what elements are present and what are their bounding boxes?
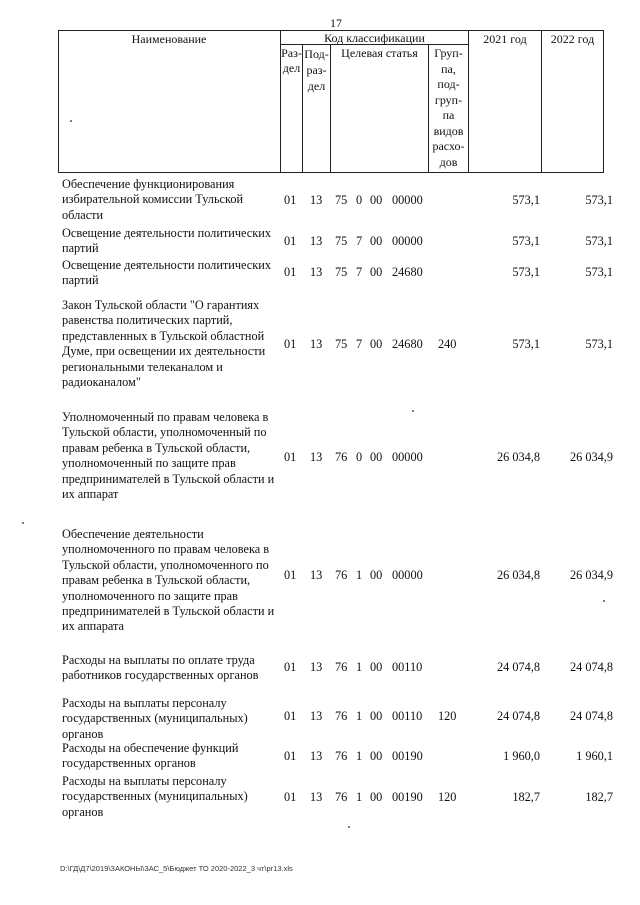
- row-name: Освещение деятельности политических партий: [62, 226, 271, 256]
- row-target-4: 00000: [392, 234, 423, 248]
- row-name: Освещение деятельности политических партий: [62, 258, 271, 288]
- row-razdel: 01: [284, 568, 297, 582]
- row-target-3: 00: [370, 660, 383, 674]
- header-year-2022: 2022 год: [550, 32, 595, 46]
- row-target-1: 76: [335, 450, 348, 464]
- row-value-2021: 182,7: [512, 790, 540, 804]
- row-podrazdel: 13: [310, 660, 323, 674]
- row-expense-group: 120: [438, 709, 457, 723]
- row-target-2: 0: [356, 193, 363, 207]
- row-name: Закон Тульской области "О гарантиях равенства политических партий, представленных в Тульской областной Думе, при освещении их деятельности региональными телеканалом и радиоканалом": [62, 298, 266, 390]
- row-razdel: 01: [284, 709, 297, 723]
- row-target-3: 00: [370, 265, 383, 279]
- row-target-4: 24680: [392, 337, 423, 351]
- row-target-3: 00: [370, 337, 383, 351]
- row-name: Обеспечение деятельности уполномоченного по правам человека в Тульской области, уполномоченного по правам ребенка в Тульской области, уполномоченного по защите прав предпринимателей в Тульской области и их аппарата: [62, 527, 275, 634]
- row-target-2: 1: [356, 709, 363, 723]
- row-target-2: 0: [356, 450, 363, 464]
- row-value-2022: 573,1: [585, 234, 613, 248]
- row-name: Расходы на выплаты персоналу государственных (муниципальных) органов: [62, 774, 248, 819]
- header-expense-group: Груп- па, под- груп- па видов расхо- дов: [432, 46, 465, 169]
- header-year-2021: 2021 год: [483, 32, 527, 46]
- row-razdel: 01: [284, 450, 297, 464]
- row-value-2021: 573,1: [512, 234, 540, 248]
- row-value-2021: 573,1: [512, 337, 540, 351]
- header-code-group: Код классификации: [324, 31, 425, 45]
- row-target-4: 00190: [392, 790, 423, 804]
- file-path-footer: D:\ГД\Д7\2019\ЗАКОНЫ\ЗАС_5\Бюджет ТО 2020-2022_3 чт\pr13.xls: [60, 864, 293, 873]
- scan-speck: [603, 600, 605, 602]
- row-value-2021: 24 074,8: [496, 709, 540, 723]
- header-name: Наименование: [131, 32, 207, 46]
- row-target-2: 1: [356, 790, 363, 804]
- row-target-1: 76: [335, 749, 348, 763]
- row-target-4: 00110: [392, 709, 423, 723]
- row-target-4: 24680: [392, 265, 423, 279]
- row-value-2022: 573,1: [585, 265, 613, 279]
- row-value-2021: 26 034,8: [496, 450, 540, 464]
- scan-speck: [348, 826, 350, 828]
- row-podrazdel: 13: [310, 234, 323, 248]
- row-value-2022: 26 034,9: [569, 568, 613, 582]
- header-subsection: Под- раз- дел: [304, 47, 329, 93]
- row-target-4: 00110: [392, 660, 423, 674]
- row-target-2: 7: [356, 265, 363, 279]
- row-target-2: 1: [356, 749, 363, 763]
- row-value-2022: 26 034,9: [569, 450, 613, 464]
- row-razdel: 01: [284, 790, 297, 804]
- row-target-3: 00: [370, 749, 383, 763]
- row-value-2022: 182,7: [585, 790, 613, 804]
- row-value-2021: 24 074,8: [496, 660, 540, 674]
- row-target-3: 00: [370, 709, 383, 723]
- row-target-1: 76: [335, 568, 348, 582]
- row-value-2022: 573,1: [585, 337, 613, 351]
- scan-speck: [70, 120, 72, 122]
- row-podrazdel: 13: [310, 749, 323, 763]
- row-expense-group: 240: [438, 337, 457, 351]
- row-podrazdel: 13: [310, 709, 323, 723]
- row-target-4: 00000: [392, 193, 423, 207]
- scan-speck: [412, 410, 414, 412]
- row-value-2022: 573,1: [585, 193, 613, 207]
- row-razdel: 01: [284, 337, 297, 351]
- row-razdel: 01: [284, 660, 297, 674]
- row-target-2: 1: [356, 660, 363, 674]
- row-target-2: 7: [356, 337, 363, 351]
- row-target-3: 00: [370, 193, 383, 207]
- row-name: Уполномоченный по правам человека в Тульской области, уполномоченный по правам ребенка в Тульской области, уполномоченный по защите прав предпринимателей в Тульской области и их аппарат: [62, 410, 275, 502]
- row-name: Расходы на обеспечение функций государственных органов: [62, 741, 239, 771]
- row-target-1: 75: [335, 193, 348, 207]
- row-target-1: 75: [335, 337, 348, 351]
- row-target-4: 00190: [392, 749, 423, 763]
- row-value-2021: 1 960,0: [503, 749, 540, 763]
- row-target-1: 75: [335, 234, 348, 248]
- row-value-2022: 24 074,8: [569, 660, 613, 674]
- row-value-2022: 1 960,1: [576, 749, 613, 763]
- row-podrazdel: 13: [310, 337, 323, 351]
- row-target-3: 00: [370, 234, 383, 248]
- row-value-2022: 24 074,8: [569, 709, 613, 723]
- row-value-2021: 26 034,8: [496, 568, 540, 582]
- row-target-2: 7: [356, 234, 363, 248]
- row-target-2: 1: [356, 568, 363, 582]
- row-value-2021: 573,1: [512, 265, 540, 279]
- row-podrazdel: 13: [310, 193, 323, 207]
- row-target-4: 00000: [392, 450, 423, 464]
- row-podrazdel: 13: [310, 265, 323, 279]
- scan-speck: [22, 522, 24, 524]
- row-target-3: 00: [370, 568, 383, 582]
- header-target-article: Целевая статья: [341, 46, 418, 60]
- row-podrazdel: 13: [310, 790, 323, 804]
- row-razdel: 01: [284, 193, 297, 207]
- header-section: Раз- дел: [281, 46, 302, 75]
- row-target-1: 75: [335, 265, 348, 279]
- row-target-4: 00000: [392, 568, 423, 582]
- row-name: Расходы на выплаты персоналу государственных (муниципальных) органов: [62, 696, 248, 741]
- row-podrazdel: 13: [310, 450, 323, 464]
- row-name: Расходы на выплаты по оплате труда работников государственных органов: [62, 653, 259, 683]
- row-razdel: 01: [284, 265, 297, 279]
- page-number: 17: [330, 16, 342, 30]
- row-target-3: 00: [370, 450, 383, 464]
- row-target-1: 76: [335, 790, 348, 804]
- row-target-1: 76: [335, 709, 348, 723]
- row-expense-group: 120: [438, 790, 457, 804]
- row-name: Обеспечение функционирования избирательной комиссии Тульской области: [62, 177, 244, 222]
- row-target-3: 00: [370, 790, 383, 804]
- row-razdel: 01: [284, 749, 297, 763]
- row-razdel: 01: [284, 234, 297, 248]
- row-target-1: 76: [335, 660, 348, 674]
- row-value-2021: 573,1: [512, 193, 540, 207]
- row-podrazdel: 13: [310, 568, 323, 582]
